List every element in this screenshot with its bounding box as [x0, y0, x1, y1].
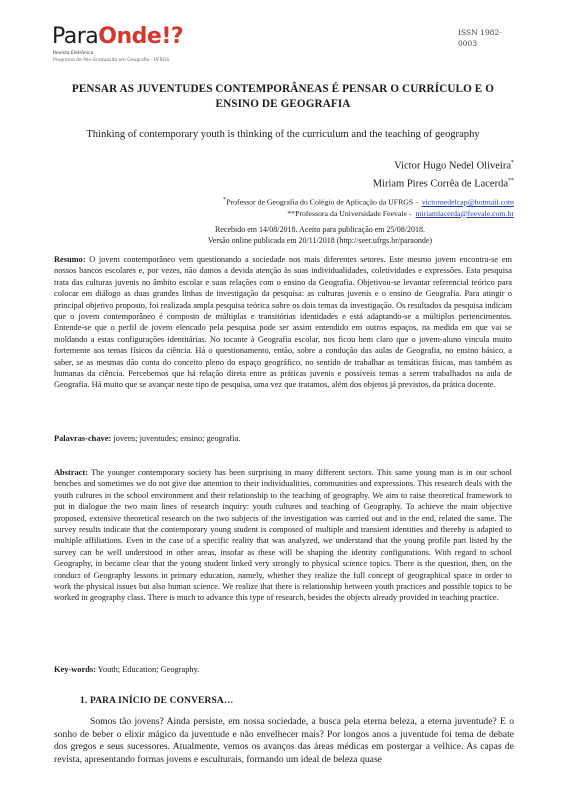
keywords-en — [54, 664, 512, 675]
keywords-pt-text: jovens; juventudes; ensino; geografia. — [113, 434, 241, 443]
resumo-text: O jovem contemporâneo vem questionando a sociedade nos mais diferentes setores. Este mesmo jovem encontra-se em nossos bancos escolares e, por vezes, não damos a devida atenção às suas individualidades, coletividades e expressões. Esta pesquisa trata das culturas juvenis no âmbito escolar e suas relações com o ensino da Geografia. Objetivou-se levantar referencial teórico para colocar em diálogo as duas grandes linhas de investigação da pesquisa: as culturas juvenis e o ensino de Geografia. Para atingir o principal objetivo proposto, foi realizada ampla pesquisa teórica sobre os dois temas da investigação. Os resultados da pesquisa indicam que o jovem contemporâneo é composto de múltiplas e transitórias identidades e está adaptando-se a múltiplos pertencimentos. Entende-se que o perfil de jovem elencado pela pesquisa pode ser assim entendido em outros espaços, na medida em que vai se moldando a estas configurações identitárias. No tocante à Geografia escolar, nos ficou bem claro que o jovem-aluno vincula muito fortemente aos temas físicos da ciência. Há o questionamento, então, sobre a condução das aulas de Geografia, no ensino básico, a saber, se as mesmas dão conta do conceito pleno do espaço geográfico, no sentido de trabalhar as temáticas físicas, mas também as humanas da ciência. Percebemos que há relação direta entre as práticas juvenis e possíveis temas a serem trabalhados na aula de Geografia. Há muito que se avançar neste tipo de pesquisa, uma vez que tratamos, além dos objetos já previstos, da prática docente. — [54, 255, 512, 390]
issn-line1: ISSN 1982- — [458, 28, 502, 37]
article-title: PENSAR AS JUVENTUDES CONTEMPORÂNEAS É PENSAR O CURRÍCULO E O ENSINO DE GEOGRAFIA — [71, 83, 495, 110]
keywords-en-label: Key-words: — [54, 665, 96, 674]
abstract-text: The younger contemporary society has been surprising in many different sectors. This same young man is in our school benches and sometimes we do not give due attention to their individualities, communities and expressions. This research deals with the youth cultures in the school environment and their relationship to the teaching of geography. We aim to raise theoretical framework to put in dialogue the two main lines of research inquiry: youth cultures and teaching of Geography. To achieve the main objective proposed, extensive theoretical research on the two subjects of the investigation was carried out and in the end, related the same. The survey results indicate that the contemporary young student is composed of multiple and transient identities and thereby is adapted to multiple affiliations. Even in the case of a specific reality that was analyzed, we understand that the young profile part listed by the survey can be well understood in other areas, insofar as these will be shaping the identity configurations. With regard to school Geography, in became clear that the young student linked very strongly to physical science topics. There is the question, then, on the conduct of Geography lessons in primary education, namely, whether they realize the full concept of geographical space in order to work the physical issues but also human science. We realize that there is relationship between youth practices and possible topics to be worked in geography class. There is much to advance this type of research, besides the objects already provided in teaching practice. — [54, 468, 513, 603]
received-accepted: Recebido em 14/08/2018. Aceito para publicação em 25/08/2018. — [215, 225, 425, 234]
keywords-pt — [54, 433, 512, 444]
online-version: Versão online publicada em 20/11/2018 (http://seer.ufrgs.br/paraonde) — [207, 236, 433, 245]
email-link-2[interactable]: miriamlacerda@feevale.com.br — [415, 208, 514, 218]
logo-word-black: Para — [52, 24, 99, 49]
logo-word-red: Onde!? — [98, 24, 184, 49]
journal-logo — [52, 24, 212, 70]
resumo-label: Resumo: — [54, 255, 86, 264]
body-paragraph: Somos tão jovens? Ainda persiste, em nossa sociedade, a busca pela eterna beleza, a eterna juventude? E o sonho de beber o elixir mágico da juventude e não envelhecer mais? Por longos anos a juventude foi tema de debate dos gregos e seus sucessores. Atualmente, vemos os avanços das áreas médicas em postergar a velhice. As capas de revista, apresentando formas jovens e esculturais, formando um ideal de beleza quase — [54, 716, 514, 765]
affiliation-1: *Professor de Geografia do Colégio de Aplicação da UFRGS - victornedelcap@hotmail.com — [222, 196, 514, 207]
affiliation-2: **Professora da Universidade Feevale - miriamlacerda@feevale.com.br — [287, 208, 514, 218]
article-title-english: Thinking of contemporary youth is thinking of the curriculum and the teaching of geography — [86, 129, 480, 140]
email-link-1[interactable]: victornedelcap@hotmail.com — [421, 197, 514, 207]
author-1: Victor Hugo Nedel Oliveira* — [394, 160, 514, 172]
affiliations — [223, 194, 514, 219]
authors — [373, 156, 514, 191]
keywords-en-text: Youth; Education; Geography. — [97, 665, 200, 674]
logo-wordmark — [52, 24, 183, 49]
abstract-label: Abstract: — [54, 468, 88, 477]
issn — [458, 27, 512, 49]
section-heading: 1. PARA INÍCIO DE CONVERSA… — [80, 696, 234, 706]
publication-dates — [140, 224, 500, 246]
resumo-paragraph — [54, 254, 512, 391]
abstract-paragraph — [54, 467, 512, 604]
logo-subtitle: Revista Eletrônica — [53, 51, 94, 56]
issn-line2: 0003 — [458, 39, 478, 48]
logo-program: Programa de Pós-Graduação em Geografia - UFRGS — [53, 58, 170, 63]
author-2: Miriam Pires Corrêa de Lacerda** — [372, 177, 514, 189]
keywords-pt-label: Palavras-chave: — [54, 434, 112, 443]
